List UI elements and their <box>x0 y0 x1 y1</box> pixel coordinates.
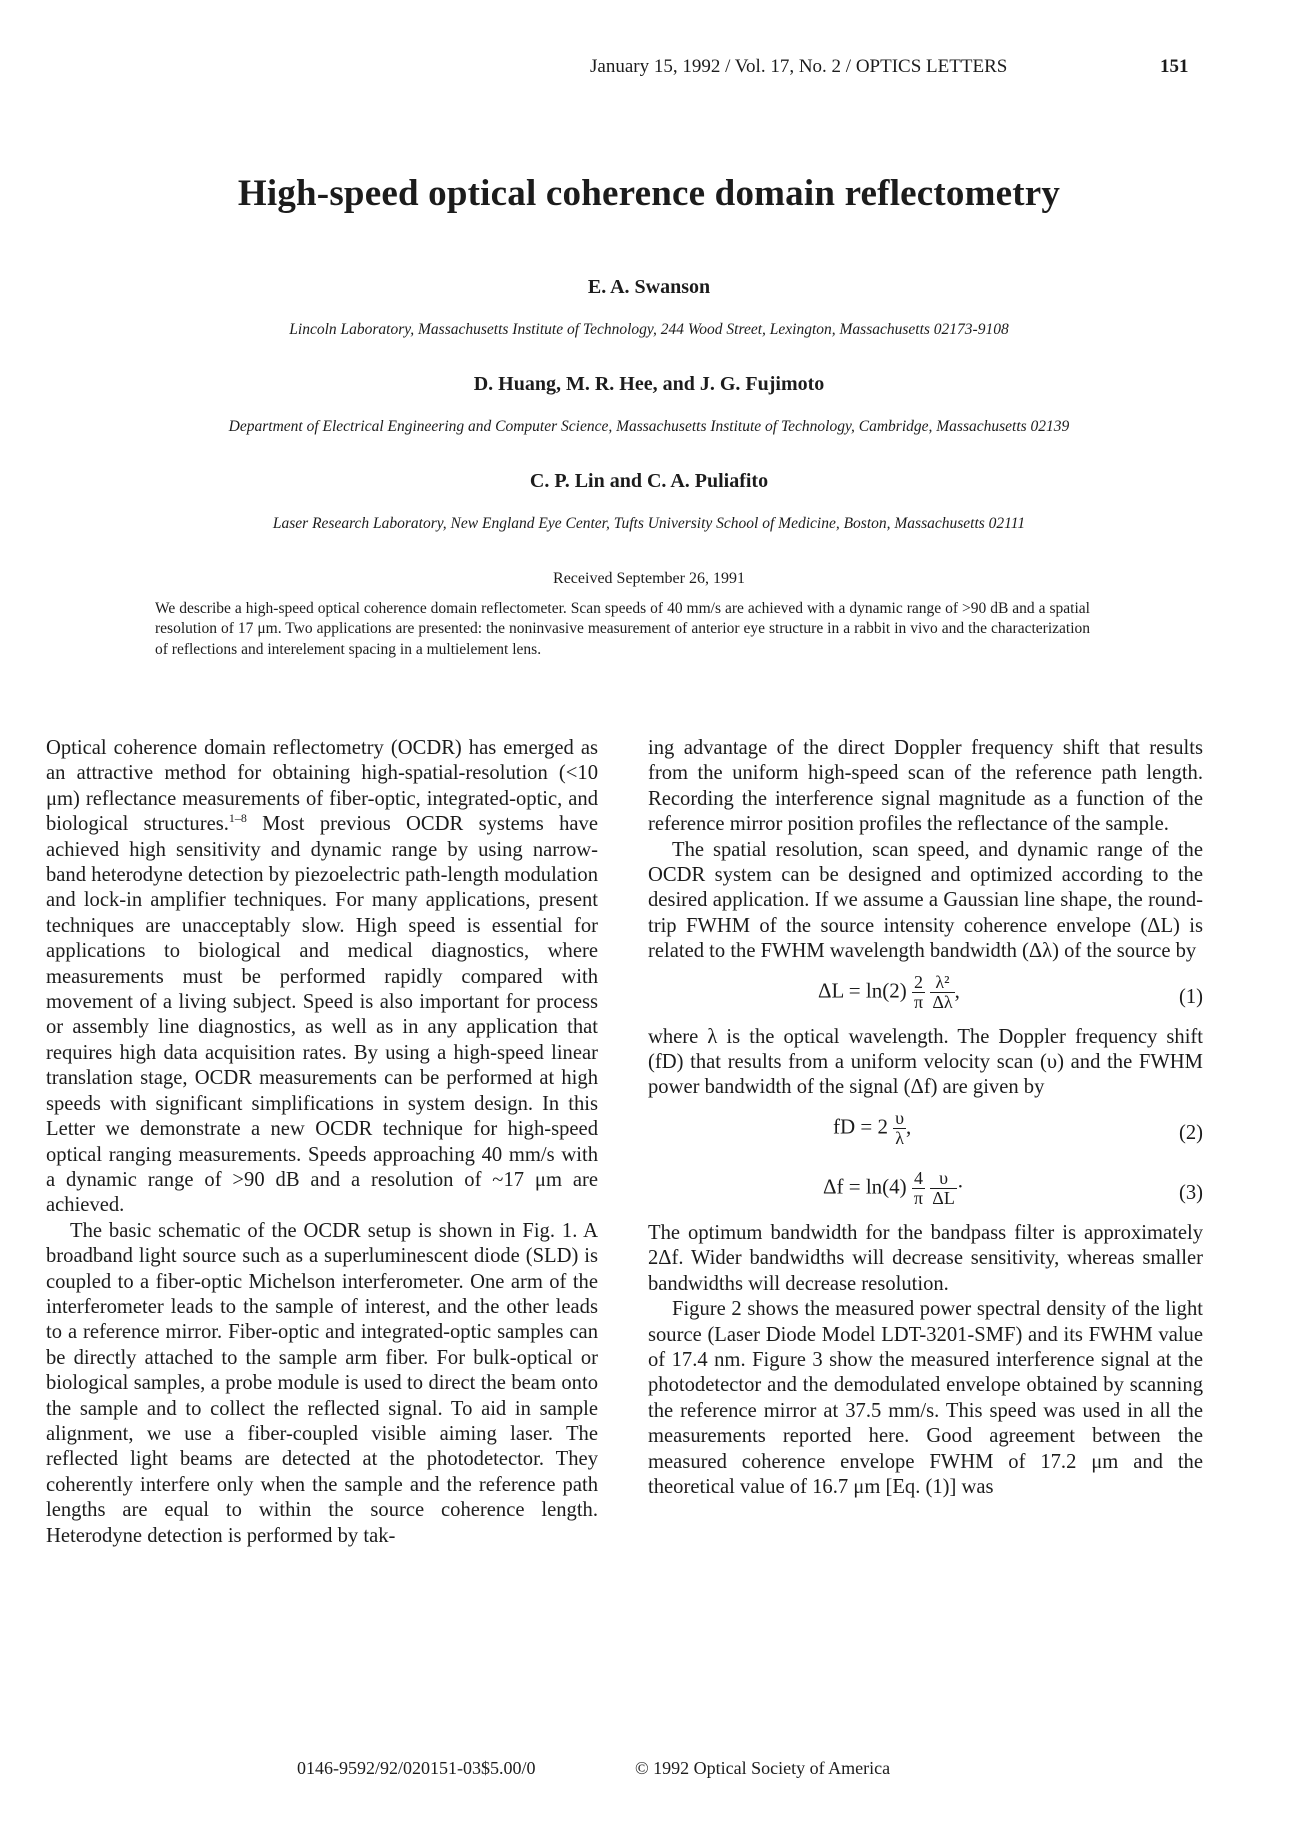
author-group-2: D. Huang, M. R. Hee, and J. G. Fujimoto <box>473 373 825 395</box>
article-title: High-speed optical coherence domain reflectometry <box>237 173 1061 214</box>
equation-2-body: fD = 2 $\frac{\upsilon}{\lambda}$ , <box>833 1107 912 1148</box>
reference-superscript: 1–8 <box>228 811 247 826</box>
equation-1 <box>648 965 1203 1025</box>
equation-3 <box>648 1161 1203 1221</box>
running-header-text: January 15, 1992 / Vol. 17, No. 2 / OPTICS LETTERS <box>590 56 1008 77</box>
paragraph <box>46 736 598 1219</box>
equation-2 <box>648 1101 1203 1161</box>
equation-1-body: ΔL = ln(2) $\frac{2}{\pi}$ $\frac{\text{λ²}}{\Delta\lambda}$ , <box>818 971 960 1012</box>
paragraph: The basic schematic of the OCDR setup is shown in Fig. 1. A broadband light source such as a superluminescent diode (SLD) is coupled to a fiber-optic Michelson interferometer. One arm of the interferometer leads to the sample of interest, and the other leads to a reference mirror. Fiber-optic and integrated-optic samples can be directly attached to the sample arm fiber. For bulk-optical or biological samples, a probe module is used to direct the beam onto the sample and to collect the reflected signal. To aid in sample alignment, we use a fiber-coupled visible aiming laser. The reflected light beams are detected at the photodetector. They coherently interfere only when the sample and the reference path lengths are equal to within the source coherence length. Heterodyne detection is performed by tak- <box>46 1219 598 1547</box>
running-header <box>590 56 1189 78</box>
paragraph-text: Most previous OCDR systems have achieved high sensitivity and dynamic range by using narrow-band heterodyne detection by piezoelectric path-length modulation and lock-in amplifier techniques. For many applications, present techniques are unacceptably slow. High speed is essential for applications to biological and medical diagnostics, where measurements must be performed rapidly compared with movement of a living subject. Speed is also important for process or assembly line diagnostics, as well as in any application that requires high data acquisition rates. By using a high-speed linear translation stage, OCDR measurements can be performed at high speeds with significant simplifications in system design. In this Letter we demonstrate a new OCDR technique for high-speed optical ranging measurements. Speeds approaching 40 mm/s with a dynamic range of >90 dB and a resolution of ~17 μm are achieved. <box>46 813 598 1217</box>
equation-number: (3) <box>1178 1181 1203 1204</box>
paragraph: Figure 2 shows the measured power spectral density of the light source (Laser Diode Model LDT-3201-SMF) and its FWHM value of 17.4 nm. Figure 3 show the measured interference signal at the photodetector and the demodulated envelope obtained by scanning the reference mirror at 37.5 mm/s. This speed was used in all the measurements reported here. Good agreement between the measured coherence envelope FWHM of 17.2 μm and the theoretical value of 16.7 μm [Eq. (1)] was <box>648 1298 1203 1498</box>
page-number: 151 <box>1160 56 1189 77</box>
left-column <box>46 736 598 1549</box>
paragraph: ing advantage of the direct Doppler frequency shift that results from the uniform high-speed scan of the reference path length. Recording the interference signal magnitude as a function of the reference mirror position profiles the reflectance of the sample. <box>648 737 1203 836</box>
equation-number: (2) <box>1178 1121 1203 1144</box>
author-group-1: E. A. Swanson <box>587 276 711 298</box>
affiliation-3: Laser Research Laboratory, New England Eye Center, Tufts University School of Medicine, Boston, Massachusetts 02111 <box>272 515 1026 532</box>
equation-3-body: Δf = ln(4) $\frac{4}{\pi}$ $\frac{\upsilon}{\Delta L}$ · <box>823 1167 964 1208</box>
copyright: © 1992 Optical Society of America <box>635 1758 891 1778</box>
paragraph-text: Optical coherence domain reflectometry (OCDR) has emerged as an attractive method for obtaining high-spatial-resolution (<10 μm) reflectance measurements of fiber-optic, integrated-optic, and biological structures. <box>46 737 598 836</box>
right-column <box>648 736 1203 1500</box>
equation-number: (1) <box>1178 985 1203 1008</box>
abstract: We describe a high-speed optical coherence domain reflectometer. Scan speeds of 40 mm/s are achieved with a dynamic range of >90 dB and a spatial resolution of 17 μm. Two applications are presented: the noninvasive measurement of anterior eye structure in a rabbit in vivo and the characterization of reflections and interelement spacing in a multielement lens. <box>155 600 1090 658</box>
paragraph: The optimum bandwidth for the bandpass filter is approximately 2Δf. Wider bandwidths will decrease sensitivity, whereas smaller bandwidths will decrease resolution. <box>648 1221 1203 1295</box>
received-date: Received September 26, 1991 <box>553 570 745 587</box>
paragraph: The spatial resolution, scan speed, and dynamic range of the OCDR system can be designed and optimized according to the desired application. If we assume a Gaussian line shape, the round-trip FWHM of the source intensity coherence envelope (ΔL) is related to the FWHM wavelength bandwidth (Δλ) of the source by <box>648 838 1203 963</box>
article-code: 0146-9592/92/020151-03$5.00/0 <box>297 1758 536 1778</box>
paragraph: where λ is the optical wavelength. The Doppler frequency shift (fD) that results from a uniform velocity scan (υ) and the FWHM power bandwidth of the signal (Δf) are given by <box>648 1025 1203 1099</box>
affiliation-1: Lincoln Laboratory, Massachusetts Institute of Technology, 244 Wood Street, Lexington, Massachusetts 02173-9108 <box>289 321 1009 338</box>
affiliation-2: Department of Electrical Engineering and Computer Science, Massachusetts Institute of Technology, Cambridge, Massachusetts 02139 <box>228 418 1070 435</box>
author-group-3: C. P. Lin and C. A. Puliafito <box>529 470 769 492</box>
